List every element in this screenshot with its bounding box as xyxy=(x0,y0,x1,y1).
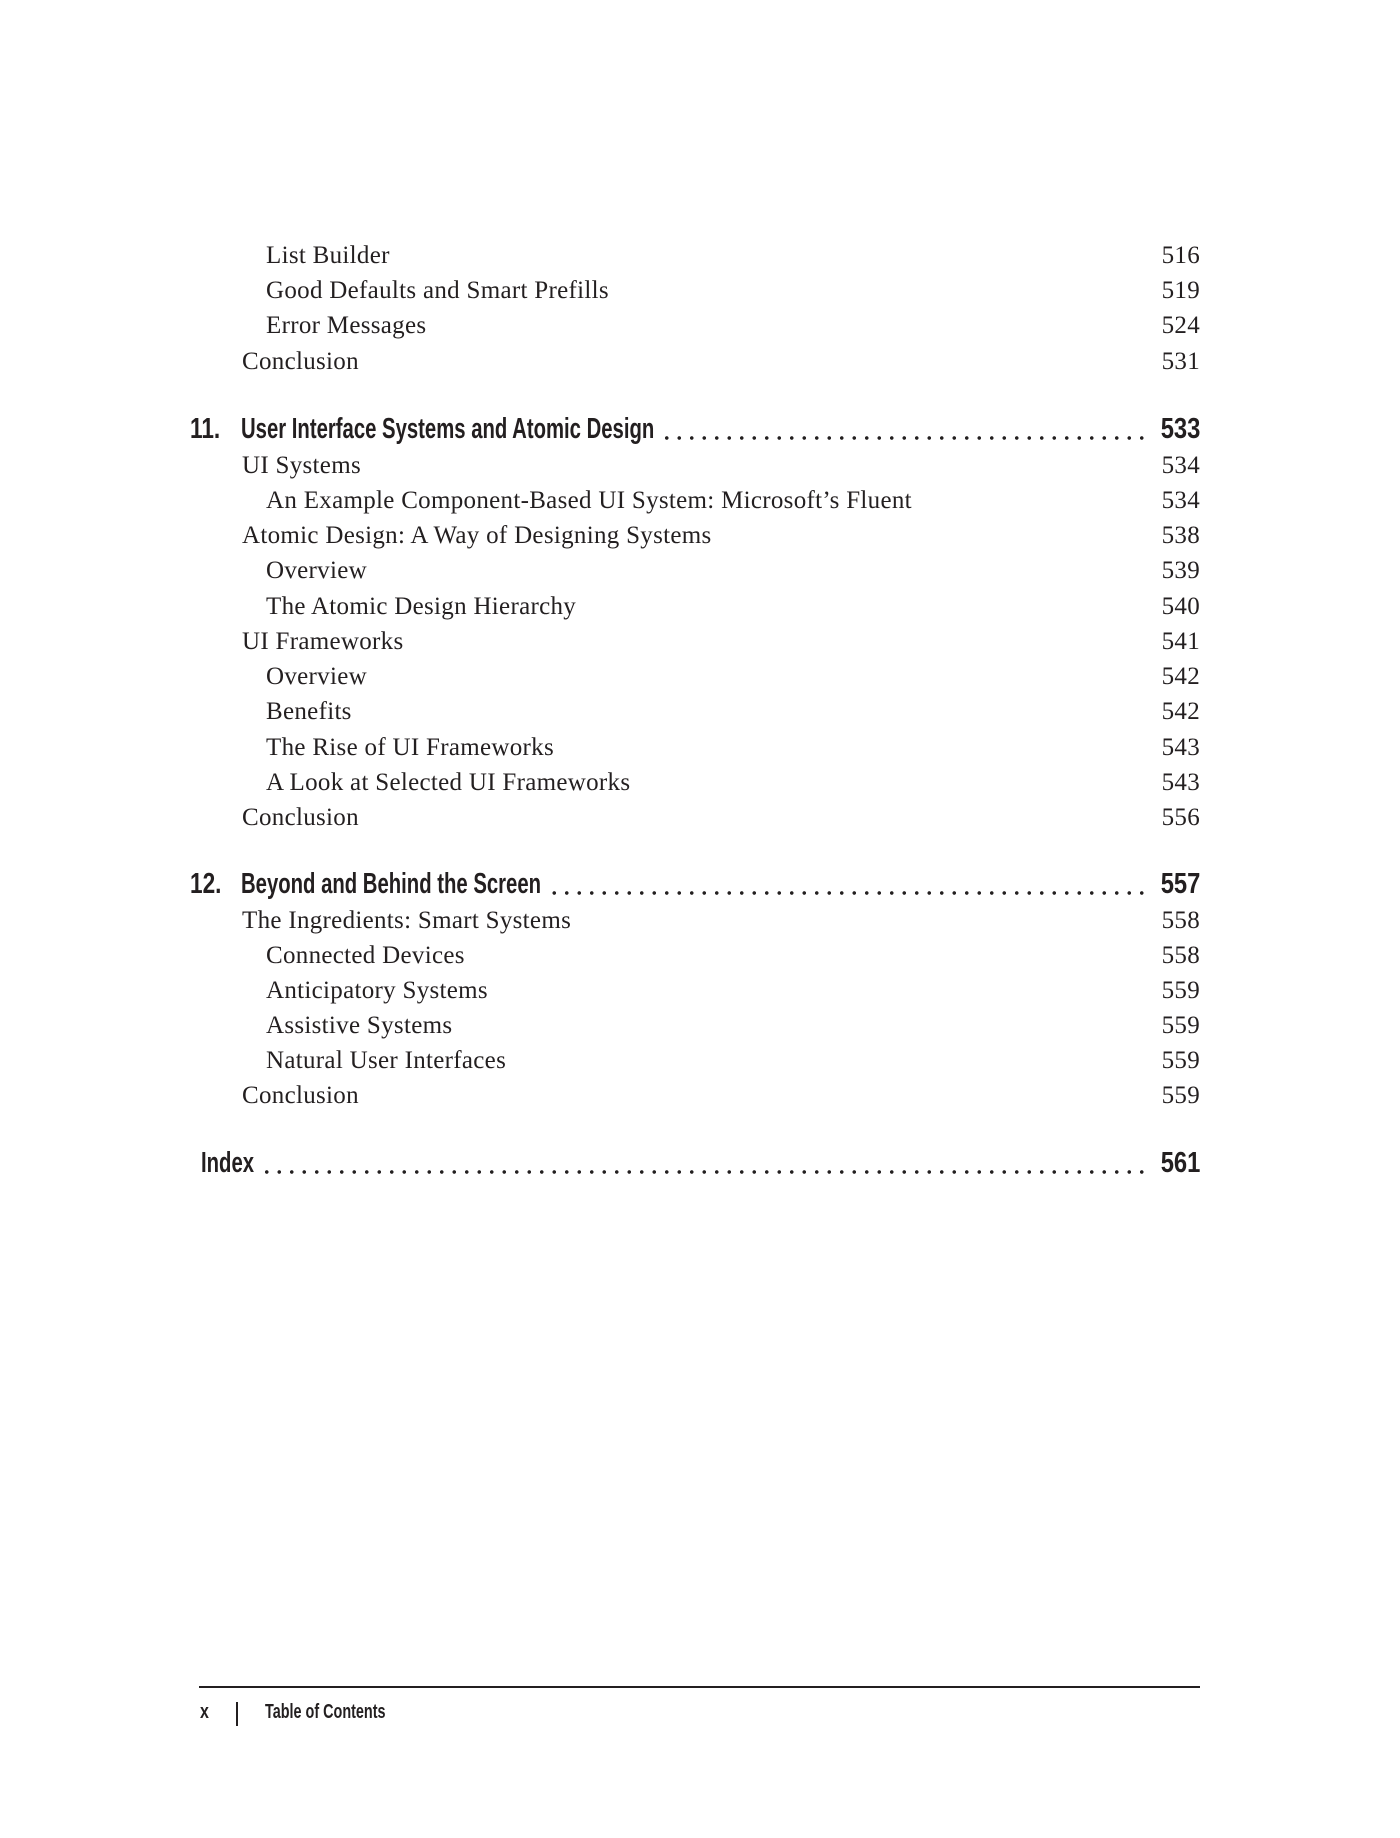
toc-entry-page: 534 xyxy=(1161,452,1200,479)
toc-entry-label: Anticipatory Systems xyxy=(266,977,488,1004)
toc-entry[interactable] xyxy=(0,625,1400,659)
toc-entry[interactable] xyxy=(0,274,1400,308)
toc-entry-page: 516 xyxy=(1161,242,1200,269)
toc-entry-page: 559 xyxy=(1161,1012,1200,1039)
toc-entry-label: The Ingredients: Smart Systems xyxy=(242,907,572,934)
toc-entry-label: Error Messages xyxy=(266,312,427,339)
chapter-page: 557 xyxy=(1160,868,1200,900)
toc-entry-page: 559 xyxy=(1161,1082,1200,1109)
toc-entry-page: 524 xyxy=(1161,312,1200,339)
toc-entry-page: 559 xyxy=(1161,1047,1200,1074)
toc-entry-page: 558 xyxy=(1161,907,1200,934)
chapter-number: 11. xyxy=(190,413,221,445)
page-footer xyxy=(0,1697,1400,1731)
dot-leader xyxy=(658,409,1148,449)
chapter-page: 533 xyxy=(1160,413,1200,445)
toc-entry[interactable] xyxy=(0,484,1400,518)
toc-entry-label: A Look at Selected UI Frameworks xyxy=(266,769,631,796)
toc-entry[interactable] xyxy=(0,766,1400,800)
toc-entry[interactable] xyxy=(0,904,1400,938)
toc-entry-label: Natural User Interfaces xyxy=(266,1047,507,1074)
dot-leader xyxy=(545,864,1148,904)
index-heading[interactable] xyxy=(0,1143,1400,1183)
footer-separator xyxy=(236,1702,238,1726)
toc-entry-page: 558 xyxy=(1161,942,1200,969)
page-folio: x xyxy=(200,1701,209,1723)
toc-entry-page: 543 xyxy=(1161,769,1200,796)
toc-entry[interactable] xyxy=(0,695,1400,729)
toc-entry-label: Assistive Systems xyxy=(266,1012,453,1039)
toc-entry[interactable] xyxy=(0,660,1400,694)
toc-entry[interactable] xyxy=(0,939,1400,973)
toc-entry-page: 531 xyxy=(1161,348,1200,375)
chapter-number: 12. xyxy=(190,868,222,900)
toc-entry-page: 539 xyxy=(1161,557,1200,584)
toc-entry[interactable] xyxy=(0,449,1400,483)
toc-entry-label: The Rise of UI Frameworks xyxy=(266,734,554,761)
dot-leader xyxy=(258,1143,1148,1183)
toc-entry-page: 541 xyxy=(1161,628,1200,655)
toc-entry-label: Connected Devices xyxy=(266,942,465,969)
toc-entry-label: UI Frameworks xyxy=(242,628,404,655)
toc-entry-label: The Atomic Design Hierarchy xyxy=(266,593,577,620)
toc-entry-page: 534 xyxy=(1161,487,1200,514)
toc-entry-page: 543 xyxy=(1161,734,1200,761)
toc-entry[interactable] xyxy=(0,1079,1400,1113)
toc-entry[interactable] xyxy=(0,519,1400,553)
toc-entry[interactable] xyxy=(0,731,1400,765)
toc-entry-label: Overview xyxy=(266,663,367,690)
toc-entry[interactable] xyxy=(0,309,1400,343)
toc-entry[interactable] xyxy=(0,974,1400,1008)
toc-entry-page: 542 xyxy=(1161,698,1200,725)
toc-entry-label: Conclusion xyxy=(242,348,359,375)
running-title: Table of Contents xyxy=(265,1701,386,1723)
toc-entry[interactable] xyxy=(0,590,1400,624)
toc-entry-page: 540 xyxy=(1161,593,1200,620)
toc-entry-page: 542 xyxy=(1161,663,1200,690)
toc-entry-label: Overview xyxy=(266,557,367,584)
chapter-title: Beyond and Behind the Screen xyxy=(241,868,542,900)
chapter-heading-11[interactable] xyxy=(0,409,1400,449)
toc-entry-label: List Builder xyxy=(266,242,390,269)
chapter-heading-12[interactable] xyxy=(0,864,1400,904)
toc-entry-page: 556 xyxy=(1161,804,1200,831)
toc-entry[interactable] xyxy=(0,345,1400,379)
toc-entry-page: 538 xyxy=(1161,522,1200,549)
index-title: Index xyxy=(201,1147,255,1179)
toc-entry[interactable] xyxy=(0,801,1400,835)
toc-entry-label: UI Systems xyxy=(242,452,361,479)
toc-entry-label: Good Defaults and Smart Prefills xyxy=(266,277,609,304)
toc-entry[interactable] xyxy=(0,1044,1400,1078)
toc-entry-label: An Example Component-Based UI System: Microsoft’s Fluent xyxy=(266,487,912,514)
toc-entry[interactable] xyxy=(0,1009,1400,1043)
toc-entry-label: Benefits xyxy=(266,698,352,725)
toc-entry[interactable] xyxy=(0,554,1400,588)
toc-entry-page: 559 xyxy=(1161,977,1200,1004)
toc-entry-page: 519 xyxy=(1161,277,1200,304)
chapter-title: User Interface Systems and Atomic Design xyxy=(241,413,655,445)
toc-entry-label: Conclusion xyxy=(242,804,359,831)
toc-entry-label: Atomic Design: A Way of Designing Systems xyxy=(242,522,712,549)
toc-entry[interactable] xyxy=(0,239,1400,273)
footer-rule xyxy=(199,1686,1200,1688)
index-page: 561 xyxy=(1160,1147,1200,1179)
toc-entry-label: Conclusion xyxy=(242,1082,359,1109)
